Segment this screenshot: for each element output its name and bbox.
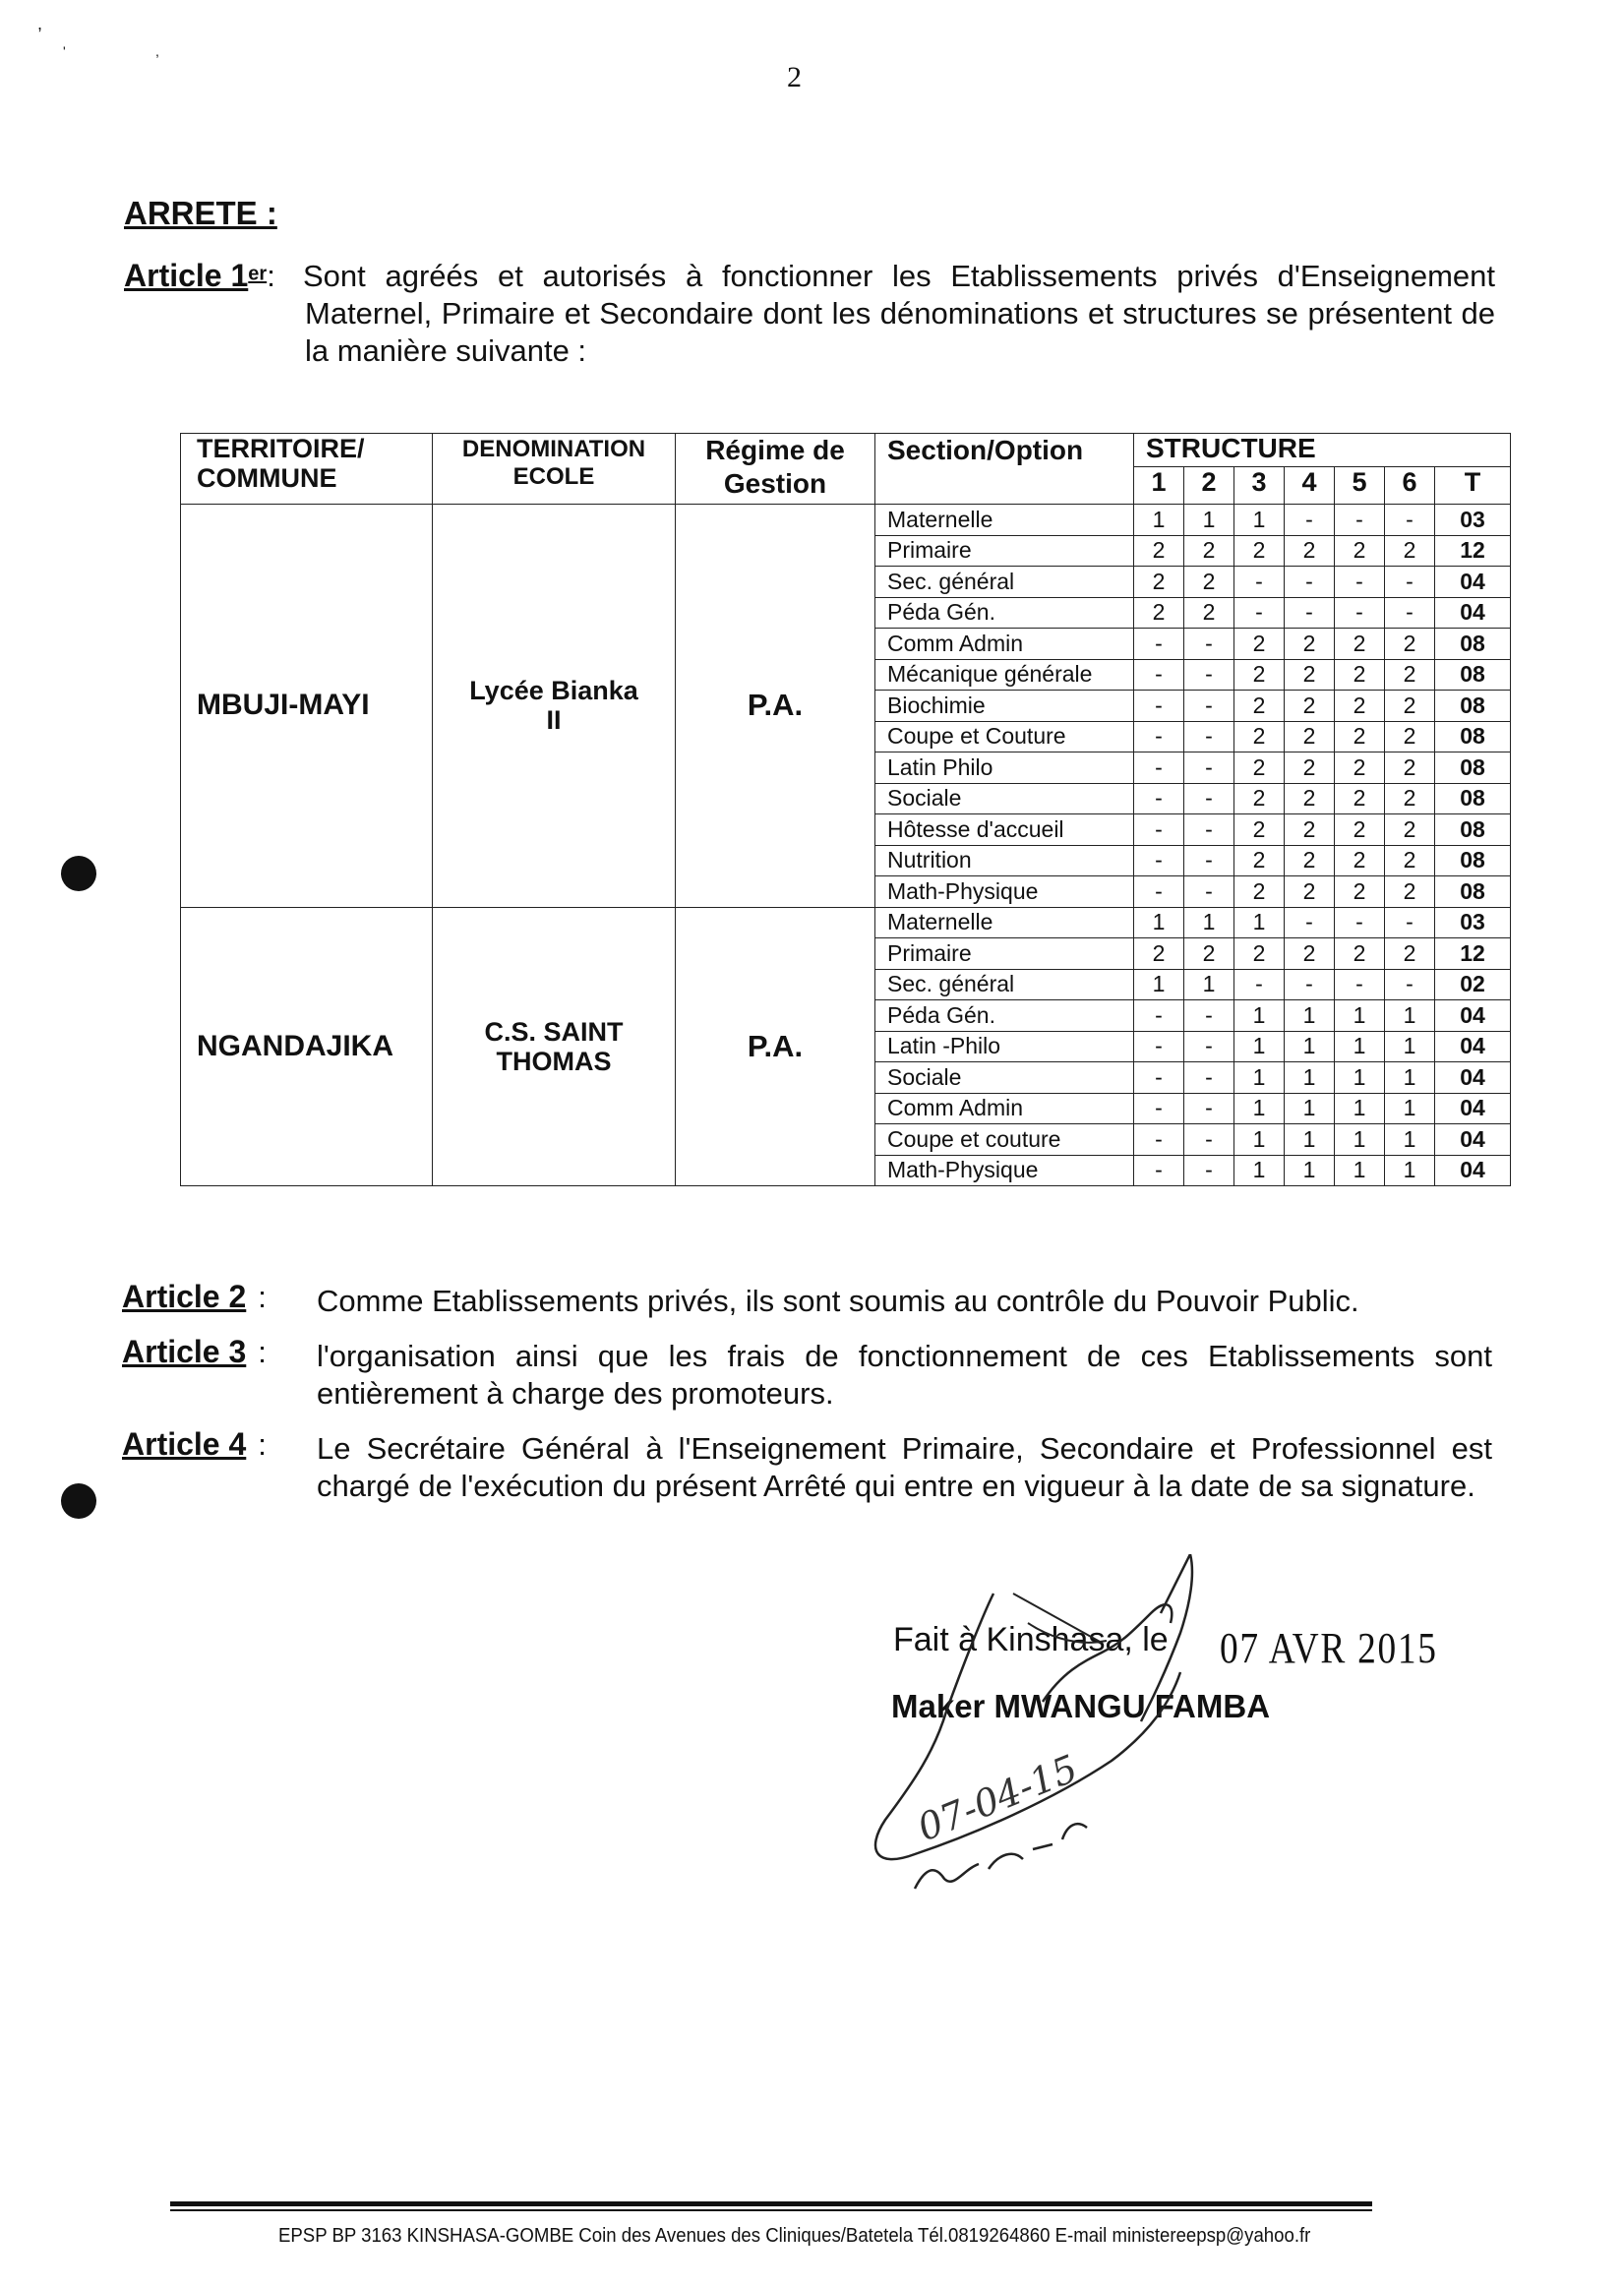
article-3-separator: : xyxy=(258,1335,267,1369)
structure-value-cell: 1 xyxy=(1184,969,1234,1000)
footer-rule-thin xyxy=(170,2209,1372,2211)
header-col-6: 6 xyxy=(1385,467,1435,505)
structure-value-cell: 2 xyxy=(1335,876,1385,908)
structure-value-cell: 2 xyxy=(1385,629,1435,660)
structure-value-cell: 2 xyxy=(1285,752,1335,784)
section-option-cell: Primaire xyxy=(875,938,1134,970)
decree-heading: ARRETE : xyxy=(124,195,277,231)
structure-value-cell: 2 xyxy=(1335,845,1385,876)
section-option-cell: Comm Admin xyxy=(875,629,1134,660)
structure-value-cell: 2 xyxy=(1385,814,1435,846)
header-col-1: 1 xyxy=(1134,467,1184,505)
structure-value-cell: 2 xyxy=(1234,938,1285,970)
structure-value-cell: 2 xyxy=(1234,876,1285,908)
structure-value-cell: - xyxy=(1385,505,1435,536)
structure-value-cell: 2 xyxy=(1234,691,1285,722)
article-1-label-text: Article 1 xyxy=(124,258,249,293)
structure-value-cell: 2 xyxy=(1184,597,1234,629)
structure-value-cell: - xyxy=(1184,783,1234,814)
structure-value-cell: - xyxy=(1134,1031,1184,1062)
structure-value-cell: 2 xyxy=(1285,721,1335,752)
section-option-cell: Comm Admin xyxy=(875,1093,1134,1124)
structure-value-cell: - xyxy=(1134,1093,1184,1124)
structure-total-cell: 04 xyxy=(1435,1093,1511,1124)
structure-value-cell: - xyxy=(1335,969,1385,1000)
section-option-cell: Math-Physique xyxy=(875,876,1134,908)
structure-value-cell: 2 xyxy=(1335,691,1385,722)
structure-value-cell: 1 xyxy=(1234,505,1285,536)
header-col-4: 4 xyxy=(1285,467,1335,505)
section-option-cell: Nutrition xyxy=(875,845,1134,876)
structure-value-cell: 1 xyxy=(1385,1124,1435,1156)
section-option-cell: Sociale xyxy=(875,783,1134,814)
section-option-cell: Latin -Philo xyxy=(875,1031,1134,1062)
structure-value-cell: 2 xyxy=(1234,535,1285,567)
article-3-label xyxy=(122,1334,267,1370)
structure-total-cell: 12 xyxy=(1435,938,1511,970)
structure-value-cell: 1 xyxy=(1285,1093,1335,1124)
structure-value-cell: - xyxy=(1184,1155,1234,1186)
structure-total-cell: 08 xyxy=(1435,814,1511,846)
structure-value-cell: - xyxy=(1184,659,1234,691)
structure-value-cell: 1 xyxy=(1184,907,1234,938)
structure-total-cell: 02 xyxy=(1435,969,1511,1000)
structure-value-cell: 2 xyxy=(1234,752,1285,784)
structure-value-cell: - xyxy=(1184,1031,1234,1062)
structure-total-cell: 04 xyxy=(1435,1124,1511,1156)
section-option-cell: Maternelle xyxy=(875,907,1134,938)
structure-value-cell: - xyxy=(1134,721,1184,752)
structure-value-cell: 2 xyxy=(1285,814,1335,846)
structure-value-cell: 2 xyxy=(1234,629,1285,660)
structure-value-cell: 1 xyxy=(1234,1155,1285,1186)
structure-value-cell: - xyxy=(1285,505,1335,536)
article-4-label-text: Article 4 xyxy=(122,1426,247,1462)
structure-value-cell: 1 xyxy=(1335,1062,1385,1094)
structure-value-cell: - xyxy=(1234,597,1285,629)
structure-value-cell: - xyxy=(1134,876,1184,908)
structure-value-cell: - xyxy=(1285,969,1335,1000)
structure-value-cell: - xyxy=(1134,1062,1184,1094)
handwritten-signature xyxy=(856,1554,1407,1908)
table-row xyxy=(181,907,1511,938)
structure-value-cell: 1 xyxy=(1335,1093,1385,1124)
structure-value-cell: 2 xyxy=(1385,691,1435,722)
structure-value-cell: 2 xyxy=(1184,938,1234,970)
structure-total-cell: 08 xyxy=(1435,721,1511,752)
structure-value-cell: 2 xyxy=(1234,783,1285,814)
structure-value-cell: - xyxy=(1184,721,1234,752)
structure-value-cell: - xyxy=(1335,567,1385,598)
structure-value-cell: 2 xyxy=(1385,752,1435,784)
regime-cell: P.A. xyxy=(676,907,875,1186)
header-section: Section/Option xyxy=(875,434,1134,505)
structure-value-cell: 2 xyxy=(1285,535,1335,567)
territory-cell: NGANDAJIKA xyxy=(181,907,433,1186)
structure-value-cell: - xyxy=(1184,845,1234,876)
structure-value-cell: 2 xyxy=(1184,535,1234,567)
structure-value-cell: 1 xyxy=(1385,1155,1435,1186)
structure-value-cell: 1 xyxy=(1234,1124,1285,1156)
article-2-separator: : xyxy=(258,1280,267,1314)
structure-value-cell: - xyxy=(1285,907,1335,938)
structure-value-cell: - xyxy=(1385,907,1435,938)
section-option-cell: Hôtesse d'accueil xyxy=(875,814,1134,846)
structure-value-cell: 1 xyxy=(1234,1093,1285,1124)
structure-value-cell: 1 xyxy=(1385,1000,1435,1032)
structure-value-cell: 2 xyxy=(1184,567,1234,598)
structure-value-cell: 1 xyxy=(1234,1031,1285,1062)
structure-value-cell: 2 xyxy=(1335,938,1385,970)
structure-value-cell: - xyxy=(1184,1124,1234,1156)
punch-hole xyxy=(61,1483,96,1519)
scan-mark: ' xyxy=(63,43,66,59)
header-col-3: 3 xyxy=(1234,467,1285,505)
footer-address: EPSP BP 3163 KINSHASA-GOMBE Coin des Avenues des Cliniques/Batetela Tél.0819264860 E-mail ministereepsp@yahoo.fr xyxy=(278,2225,1311,2247)
header-structure: STRUCTURE xyxy=(1134,434,1511,467)
section-option-cell: Péda Gén. xyxy=(875,1000,1134,1032)
structure-value-cell: - xyxy=(1134,1155,1184,1186)
article-4-label xyxy=(122,1426,267,1463)
structure-value-cell: 2 xyxy=(1285,659,1335,691)
article-2-text: Comme Etablissements privés, ils sont soumis au contrôle du Pouvoir Public. xyxy=(317,1284,1359,1318)
structure-value-cell: - xyxy=(1184,1000,1234,1032)
article-2-label-text: Article 2 xyxy=(122,1279,247,1314)
structure-total-cell: 08 xyxy=(1435,845,1511,876)
structure-value-cell: 2 xyxy=(1285,938,1335,970)
section-option-cell: Mécanique générale xyxy=(875,659,1134,691)
structure-value-cell: 2 xyxy=(1335,721,1385,752)
structure-value-cell: 1 xyxy=(1134,907,1184,938)
structure-value-cell: 1 xyxy=(1385,1031,1435,1062)
structure-value-cell: 2 xyxy=(1134,597,1184,629)
structure-total-cell: 04 xyxy=(1435,1062,1511,1094)
structure-value-cell: - xyxy=(1385,969,1435,1000)
school-structure-table xyxy=(180,433,1511,1186)
section-option-cell: Biochimie xyxy=(875,691,1134,722)
structure-total-cell: 12 xyxy=(1435,535,1511,567)
structure-value-cell: 1 xyxy=(1134,505,1184,536)
article-4-text: Le Secrétaire Général à l'Enseignement Primaire, Secondaire et Professionnel est chargé de l'exécution du présent Arrêté qui entre en vigueur à la date de sa signature. xyxy=(317,1431,1492,1503)
date-stamp: 07 AVR 2015 xyxy=(1220,1624,1438,1672)
structure-value-cell: 2 xyxy=(1285,691,1335,722)
place-and-date: Fait à Kinshasa, le xyxy=(893,1621,1169,1658)
structure-total-cell: 04 xyxy=(1435,1000,1511,1032)
structure-value-cell: 2 xyxy=(1335,629,1385,660)
structure-value-cell: 2 xyxy=(1285,629,1335,660)
structure-value-cell: - xyxy=(1134,783,1184,814)
structure-value-cell: - xyxy=(1285,567,1335,598)
structure-value-cell: - xyxy=(1134,1000,1184,1032)
school-name-cell: C.S. SAINT THOMAS xyxy=(433,907,676,1186)
structure-total-cell: 08 xyxy=(1435,752,1511,784)
structure-value-cell: 1 xyxy=(1285,1124,1335,1156)
structure-total-cell: 08 xyxy=(1435,876,1511,908)
structure-total-cell: 04 xyxy=(1435,597,1511,629)
header-col-2: 2 xyxy=(1184,467,1234,505)
structure-value-cell: 1 xyxy=(1285,1062,1335,1094)
article-2-label xyxy=(122,1279,267,1315)
table-row xyxy=(181,505,1511,536)
header-denomination: DENOMINATION ECOLE xyxy=(433,434,676,505)
article-4-separator: : xyxy=(258,1427,267,1462)
handwritten-date: 07-04-15 xyxy=(911,1746,1084,1850)
structure-value-cell: - xyxy=(1134,659,1184,691)
structure-value-cell: 2 xyxy=(1285,845,1335,876)
section-option-cell: Sociale xyxy=(875,1062,1134,1094)
structure-value-cell: 2 xyxy=(1335,783,1385,814)
structure-total-cell: 08 xyxy=(1435,629,1511,660)
structure-value-cell: 1 xyxy=(1134,969,1184,1000)
article-1-label xyxy=(124,258,275,294)
structure-value-cell: 1 xyxy=(1234,907,1285,938)
structure-value-cell: 1 xyxy=(1335,1031,1385,1062)
header-regime: Régime de Gestion xyxy=(676,434,875,505)
structure-value-cell: 2 xyxy=(1234,659,1285,691)
structure-value-cell: 2 xyxy=(1385,535,1435,567)
structure-value-cell: - xyxy=(1184,1062,1234,1094)
structure-total-cell: 04 xyxy=(1435,567,1511,598)
structure-value-cell: - xyxy=(1385,597,1435,629)
article-1-superscript: er xyxy=(248,263,268,285)
structure-value-cell: 2 xyxy=(1134,567,1184,598)
structure-value-cell: 2 xyxy=(1234,814,1285,846)
structure-value-cell: 2 xyxy=(1335,814,1385,846)
structure-total-cell: 03 xyxy=(1435,505,1511,536)
article-3-label-text: Article 3 xyxy=(122,1334,247,1369)
header-col-total: T xyxy=(1435,467,1511,505)
structure-value-cell: - xyxy=(1234,567,1285,598)
header-col-5: 5 xyxy=(1335,467,1385,505)
structure-value-cell: - xyxy=(1134,691,1184,722)
structure-value-cell: 1 xyxy=(1335,1124,1385,1156)
structure-value-cell: 1 xyxy=(1285,1031,1335,1062)
structure-value-cell: 1 xyxy=(1234,1000,1285,1032)
territory-cell: MBUJI-MAYI xyxy=(181,505,433,908)
structure-value-cell: - xyxy=(1335,907,1385,938)
structure-value-cell: 2 xyxy=(1234,721,1285,752)
structure-value-cell: 2 xyxy=(1134,535,1184,567)
structure-total-cell: 04 xyxy=(1435,1155,1511,1186)
structure-total-cell: 03 xyxy=(1435,907,1511,938)
structure-value-cell: - xyxy=(1134,752,1184,784)
section-option-cell: Sec. général xyxy=(875,567,1134,598)
structure-value-cell: 2 xyxy=(1335,659,1385,691)
structure-value-cell: - xyxy=(1184,1093,1234,1124)
punch-hole xyxy=(61,856,96,891)
structure-value-cell: - xyxy=(1385,567,1435,598)
structure-value-cell: - xyxy=(1335,597,1385,629)
section-option-cell: Latin Philo xyxy=(875,752,1134,784)
structure-total-cell: 08 xyxy=(1435,783,1511,814)
structure-total-cell: 08 xyxy=(1435,659,1511,691)
section-option-cell: Coupe et couture xyxy=(875,1124,1134,1156)
header-territoire: TERRITOIRE/ COMMUNE xyxy=(181,434,433,505)
structure-value-cell: - xyxy=(1184,691,1234,722)
structure-value-cell: 2 xyxy=(1335,752,1385,784)
structure-value-cell: 1 xyxy=(1385,1062,1435,1094)
structure-value-cell: 2 xyxy=(1285,783,1335,814)
structure-total-cell: 04 xyxy=(1435,1031,1511,1062)
structure-value-cell: - xyxy=(1134,1124,1184,1156)
article-3-text: l'organisation ainsi que les frais de fonctionnement de ces Etablissements sont entièrement à charge des promoteurs. xyxy=(317,1339,1492,1411)
footer-rule xyxy=(170,2201,1372,2206)
structure-value-cell: 2 xyxy=(1385,845,1435,876)
structure-value-cell: 1 xyxy=(1385,1093,1435,1124)
structure-value-cell: - xyxy=(1234,969,1285,1000)
structure-value-cell: - xyxy=(1184,752,1234,784)
structure-value-cell: 2 xyxy=(1385,876,1435,908)
signer-name: Maker MWANGU FAMBA xyxy=(891,1688,1271,1724)
section-option-cell: Péda Gén. xyxy=(875,597,1134,629)
section-option-cell: Coupe et Couture xyxy=(875,721,1134,752)
structure-value-cell: 2 xyxy=(1385,721,1435,752)
structure-value-cell: 2 xyxy=(1285,876,1335,908)
structure-value-cell: - xyxy=(1335,505,1385,536)
section-option-cell: Sec. général xyxy=(875,969,1134,1000)
structure-value-cell: - xyxy=(1184,814,1234,846)
structure-value-cell: - xyxy=(1134,629,1184,660)
scan-mark: , xyxy=(155,43,159,59)
structure-value-cell: - xyxy=(1184,876,1234,908)
structure-value-cell: 2 xyxy=(1234,845,1285,876)
section-option-cell: Primaire xyxy=(875,535,1134,567)
structure-value-cell: - xyxy=(1184,629,1234,660)
scan-mark: , xyxy=(37,14,43,33)
structure-value-cell: - xyxy=(1134,845,1184,876)
school-name-cell: Lycée Bianka II xyxy=(433,505,676,908)
structure-value-cell: 1 xyxy=(1285,1000,1335,1032)
regime-cell: P.A. xyxy=(676,505,875,908)
structure-value-cell: 2 xyxy=(1385,938,1435,970)
structure-value-cell: 1 xyxy=(1184,505,1234,536)
structure-value-cell: 2 xyxy=(1385,783,1435,814)
structure-value-cell: 2 xyxy=(1335,535,1385,567)
structure-value-cell: 1 xyxy=(1335,1155,1385,1186)
structure-value-cell: - xyxy=(1134,814,1184,846)
page-number: 2 xyxy=(787,61,802,93)
structure-value-cell: 1 xyxy=(1335,1000,1385,1032)
structure-value-cell: 2 xyxy=(1134,938,1184,970)
structure-value-cell: 1 xyxy=(1234,1062,1285,1094)
article-1-separator: : xyxy=(267,259,275,293)
structure-value-cell: 2 xyxy=(1385,659,1435,691)
structure-value-cell: 1 xyxy=(1285,1155,1335,1186)
article-1-text: Sont agréés et autorisés à fonctionner les Etablissements privés d'Enseignement Maternel, Primaire et Secondaire dont les dénominations et structures se présentent de la manière suivante : xyxy=(303,259,1495,368)
section-option-cell: Math-Physique xyxy=(875,1155,1134,1186)
structure-total-cell: 08 xyxy=(1435,691,1511,722)
section-option-cell: Maternelle xyxy=(875,505,1134,536)
structure-value-cell: - xyxy=(1285,597,1335,629)
